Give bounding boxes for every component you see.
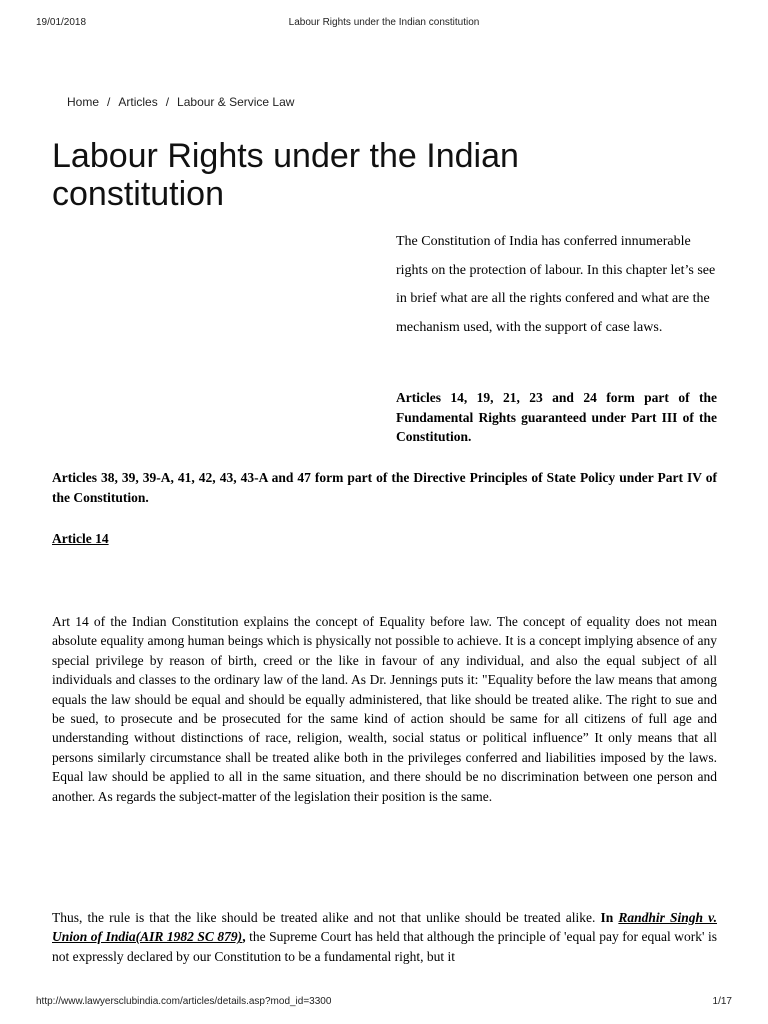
section-heading-article-14: Article 14 — [52, 531, 109, 546]
print-date: 19/01/2018 — [36, 17, 87, 28]
print-title: Labour Rights under the Indian constitution — [288, 17, 480, 28]
equal-pay-paragraph — [52, 908, 717, 966]
breadcrumb-separator: / — [165, 95, 170, 109]
breadcrumb-articles-link[interactable]: Articles — [118, 95, 158, 109]
article-14-paragraph: Art 14 of the Indian Constitution explains the concept of Equality before law. The concept of equality does not mean absolute equality among human beings which is physically not possible to achieve. It is a concept implying absence of any special privilege by reason of birth, creed or the like in favour of any individual, and also the equal subject of all individuals and classes to the ordinary law of the land. As Dr. Jennings puts it: "Equality before the law means that among equals the law should be equal and should be equally administered, that like should be treated alike. The right to sue and be sued, to prosecute and be prosecuted for the same kind of action should be same for all citizens of full age and understanding without distinctions of race, religion, wealth, social status or political influence” It only means that all persons similarly circumstance shall be treated alike both in the privileges conferred and liabilities imposed by the laws. Equal law should be applied to all in the same situation, and there should be no discrimination between one person and another. As regards the subject-matter of the legislation their position is the same. — [52, 614, 717, 804]
breadcrumb — [67, 95, 294, 109]
breadcrumb-category-link[interactable]: Labour & Service Law — [177, 95, 295, 109]
print-header — [0, 17, 768, 31]
breadcrumb-separator: / — [107, 95, 111, 109]
page-number: 1/17 — [712, 996, 732, 1007]
page-url: http://www.lawyersclubindia.com/articles/details.asp?mod_id=3300 — [36, 996, 332, 1007]
intro-paragraph: The Constitution of India has conferred innumerable rights on the protection of labour. In this chapter let’s see in brief what are all the rights confered and what are the mechanism used, with the support of case laws. — [396, 234, 716, 335]
page-title: Labour Rights under the Indian constitution — [52, 137, 519, 213]
case-citation-link[interactable]: Randhir Singh v. Union of India(AIR 1982 SC 879) — [52, 910, 717, 945]
directive-principles-statement: Articles 38, 39, 39-A, 41, 42, 43, 43-A and 47 form part of the Directive Principles of State Policy under Part IV of the Constitution. — [52, 470, 717, 505]
print-footer — [0, 996, 768, 1010]
paragraph-text-end: the Supreme Court has held that although the principle of 'equal pay for equal work' is not expressly declared by our Constitution to be a fundamental right, but it — [52, 929, 717, 964]
breadcrumb-home-link[interactable]: Home — [67, 95, 100, 109]
paragraph-text: Thus, the rule is that the like should be treated alike and not that unlike should be treated alike. — [52, 910, 601, 925]
paragraph-comma: , — [242, 929, 246, 945]
paragraph-text-in: In — [600, 910, 619, 925]
fundamental-rights-statement: Articles 14, 19, 21, 23 and 24 form part of the Fundamental Rights guaranteed under Part III of the Constitution. — [396, 390, 717, 444]
